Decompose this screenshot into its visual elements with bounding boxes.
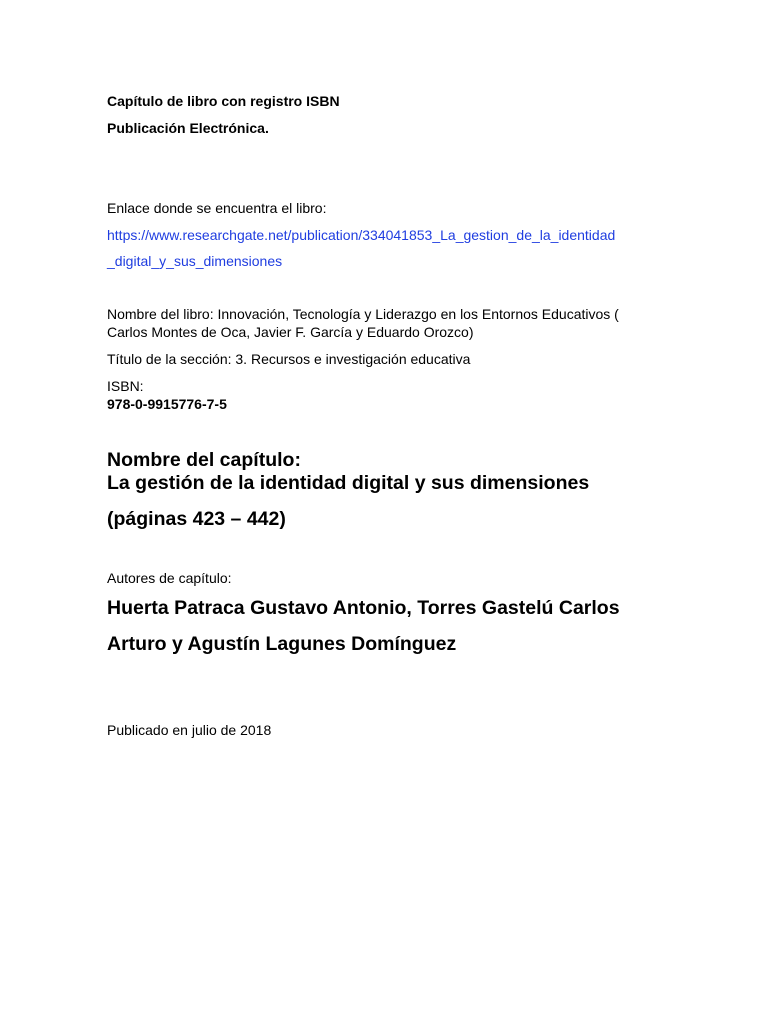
section-title: Título de la sección: 3. Recursos e investigación educativa <box>107 351 471 367</box>
authors-label: Autores de capítulo: <box>107 570 232 586</box>
book-name-line2: Carlos Montes de Oca, Javier F. García y Eduardo Orozco) <box>107 324 474 340</box>
link-label: Enlace donde se encuentra el libro: <box>107 200 327 216</box>
authors-line2: Arturo y Agustín Lagunes Domínguez <box>107 633 457 655</box>
book-name-line1: Nombre del libro: Innovación, Tecnología y Liderazgo en los Entornos Educativos ( <box>107 306 619 322</box>
isbn-label: ISBN: <box>107 378 144 394</box>
authors-line1: Huerta Patraca Gustavo Antonio, Torres Gastelú Carlos <box>107 597 620 619</box>
book-url-link-line2[interactable]: _digital_y_sus_dimensiones <box>107 253 283 269</box>
chapter-name-label: Nombre del capítulo: <box>107 449 301 471</box>
publication-type-heading: Publicación Electrónica. <box>107 120 269 136</box>
book-url-link-line1[interactable]: https://www.researchgate.net/publication/334041853_La_gestion_de_la_identidad <box>107 227 616 243</box>
publication-date: Publicado en julio de 2018 <box>107 722 272 738</box>
isbn-value: 978-0-9915776-7-5 <box>107 396 227 412</box>
chapter-pages: (páginas 423 – 442) <box>107 508 286 530</box>
chapter-name-value: La gestión de la identidad digital y sus dimensiones <box>107 472 590 494</box>
document-type-heading: Capítulo de libro con registro ISBN <box>107 93 340 109</box>
